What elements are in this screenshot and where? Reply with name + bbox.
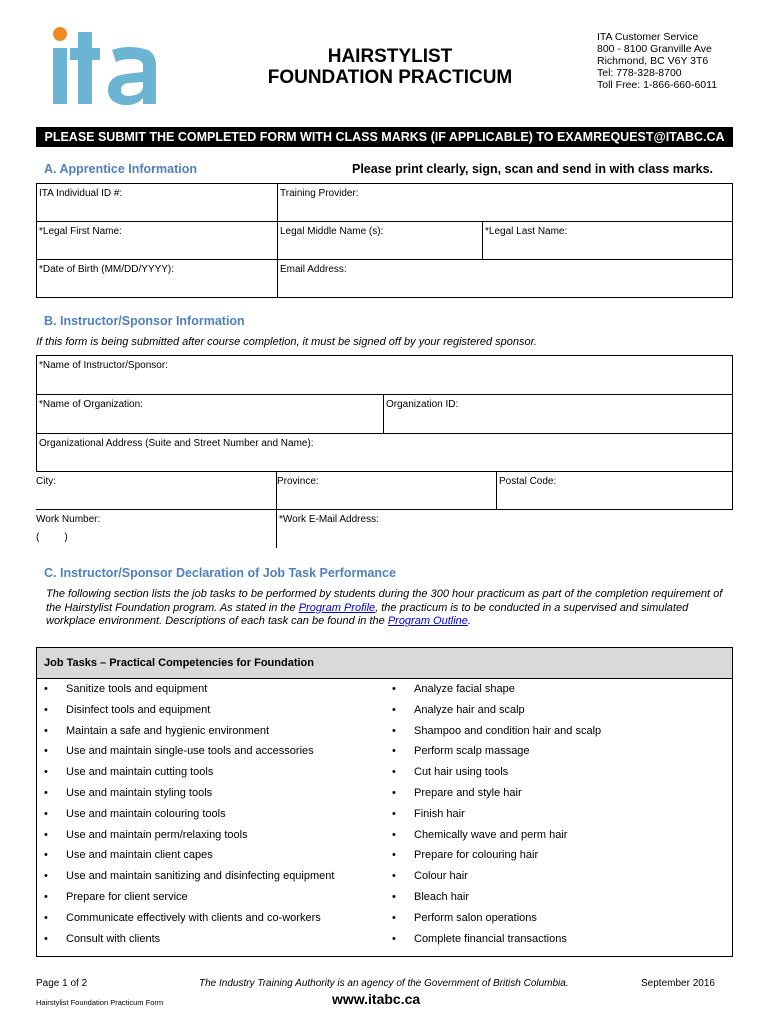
job-task-item: • Prepare for colouring hair [392, 849, 539, 862]
job-task-item: • Perform salon operations [392, 911, 537, 924]
svg-text:ita: ita [50, 26, 52, 27]
bullet-icon: • [392, 745, 396, 758]
bullet-icon: • [44, 766, 48, 779]
job-task-item: • Use and maintain cutting tools [44, 766, 214, 779]
middle-name-field[interactable]: Legal Middle Name (s): [278, 222, 483, 260]
agency-note: The Industry Training Authority is an agency of the Government of British Columbia. [199, 978, 569, 989]
org-id-field[interactable]: Organization ID: [384, 395, 733, 434]
phone-area-code: ( ) [36, 532, 68, 543]
page-number: Page 1 of 2 [36, 978, 88, 989]
sponsor-note: If this form is being submitted after course completion, it must be signed off by your registered sponsor. [36, 336, 537, 348]
job-task-item: • Analyze hair and scalp [392, 703, 525, 716]
ita-logo [50, 26, 160, 108]
form-title: HAIRSTYLIST FOUNDATION PRACTICUM [267, 46, 513, 88]
instructor-info-table [36, 355, 733, 555]
submit-banner: PLEASE SUBMIT THE COMPLETED FORM WITH CLASS MARKS (IF APPLICABLE) TO EXAMREQUEST@ITABC.CA [36, 127, 733, 147]
job-task-item: • Prepare and style hair [392, 787, 522, 799]
section-b-heading: B. Instructor/Sponsor Information [44, 314, 245, 328]
bullet-icon: • [392, 870, 396, 883]
bullet-icon: • [392, 807, 396, 820]
job-task-item: • Use and maintain sanitizing and disinfecting equipment [44, 870, 335, 883]
first-name-field[interactable]: *Legal First Name: [37, 222, 278, 260]
print-note: Please print clearly, sign, scan and send in with class marks. [352, 162, 714, 176]
job-task-item: • Cut hair using tools [392, 766, 509, 779]
bullet-icon: • [44, 703, 48, 716]
job-task-item: • Sanitize tools and equipment [44, 683, 208, 695]
instructor-name-field[interactable]: *Name of Instructor/Sponsor: [36, 355, 733, 395]
job-task-item: • Use and maintain perm/relaxing tools [44, 828, 248, 841]
bullet-icon: • [44, 745, 48, 758]
bullet-icon: • [44, 807, 48, 820]
apprentice-info-table [36, 183, 733, 298]
postal-code-field[interactable]: Postal Code: [497, 472, 733, 510]
declaration-paragraph: The following section lists the job tasks to be performed by students during the 300 hour practicum as part of the completion requirement of the Hairstylist Foundation program. As stated in the Program Profile, the practicum is to be conducted in a supervised and simulated workplace environment. Descriptions of each task can be found in the Program Outline. [46, 588, 723, 627]
ita-id-field[interactable]: ITA Individual ID #: [37, 184, 278, 222]
job-task-item: • Analyze facial shape [392, 683, 515, 695]
contact-block: ITA Customer Service 800 - 8100 Granville Ave Richmond, BC V6Y 3T6 Tel: 778-328-8700 Toll Free: 1-866-660-6011 [597, 31, 718, 91]
bullet-icon: • [44, 891, 48, 903]
form-name: Hairstylist Foundation Practicum Form [36, 998, 164, 1007]
job-task-item: • Perform scalp massage [392, 745, 530, 758]
bullet-icon: • [44, 870, 48, 883]
province-field[interactable]: Province: [277, 472, 497, 510]
bullet-icon: • [392, 911, 396, 924]
website-link[interactable]: www.itabc.ca [332, 991, 421, 1007]
org-address-field[interactable]: Organizational Address (Suite and Street Number and Name): [36, 434, 733, 472]
bullet-icon: • [44, 828, 48, 841]
job-task-item: • Colour hair [392, 870, 468, 883]
job-tasks-table [36, 647, 733, 957]
bullet-icon: • [392, 849, 396, 862]
city-field[interactable]: City: [36, 472, 277, 510]
org-name-field[interactable]: *Name of Organization: [36, 395, 384, 434]
bullet-icon: • [392, 766, 396, 779]
job-task-item: • Complete financial transactions [392, 932, 567, 945]
work-email-field[interactable]: *Work E-Mail Address: [279, 514, 379, 525]
job-task-item: • Shampoo and condition hair and scalp [392, 724, 602, 737]
section-c-heading: C. Instructor/Sponsor Declaration of Job Task Performance [44, 566, 396, 580]
bullet-icon: • [392, 932, 396, 945]
bullet-icon: • [392, 828, 396, 841]
last-name-field[interactable]: *Legal Last Name: [483, 222, 732, 260]
job-task-item: • Prepare for client service [44, 891, 188, 903]
bullet-icon: • [44, 787, 48, 799]
dob-field[interactable]: *Date of Birth (MM/DD/YYYY): [37, 260, 278, 297]
form-date: September 2016 [641, 978, 715, 989]
job-task-item: • Use and maintain colouring tools [44, 807, 226, 820]
bullet-icon: • [44, 911, 48, 924]
job-tasks-header: Job Tasks – Practical Competencies for Foundation [37, 648, 732, 679]
job-task-item: • Use and maintain single-use tools and accessories [44, 745, 314, 758]
section-a-heading: A. Apprentice Information [44, 162, 198, 176]
job-task-item: • Maintain a safe and hygienic environment [44, 724, 270, 737]
bullet-icon: • [392, 683, 396, 695]
job-task-item: • Communicate effectively with clients and co-workers [44, 911, 321, 924]
work-number-field[interactable]: Work Number: ( ) [36, 510, 277, 548]
job-task-item: • Use and maintain client capes [44, 849, 213, 862]
bullet-icon: • [392, 724, 396, 737]
bullet-icon: • [392, 787, 396, 799]
job-task-item: • Use and maintain styling tools [44, 787, 213, 799]
bullet-icon: • [44, 724, 48, 737]
job-task-item: • Disinfect tools and equipment [44, 703, 211, 716]
training-provider-field[interactable]: Training Provider: [278, 184, 732, 222]
job-task-item: • Finish hair [392, 807, 465, 820]
bullet-icon: • [392, 703, 396, 716]
job-task-item: • Chemically wave and perm hair [392, 828, 568, 841]
bullet-icon: • [44, 683, 48, 695]
bullet-icon: • [44, 849, 48, 862]
bullet-icon: • [44, 932, 48, 945]
job-task-item: • Bleach hair [392, 891, 470, 903]
email-field[interactable]: Email Address: [280, 264, 347, 275]
program-outline-link[interactable]: Program Outline [387, 615, 468, 627]
job-task-item: • Consult with clients [44, 932, 161, 945]
program-profile-link[interactable]: Program Profile [298, 601, 376, 614]
bullet-icon: • [392, 891, 396, 903]
